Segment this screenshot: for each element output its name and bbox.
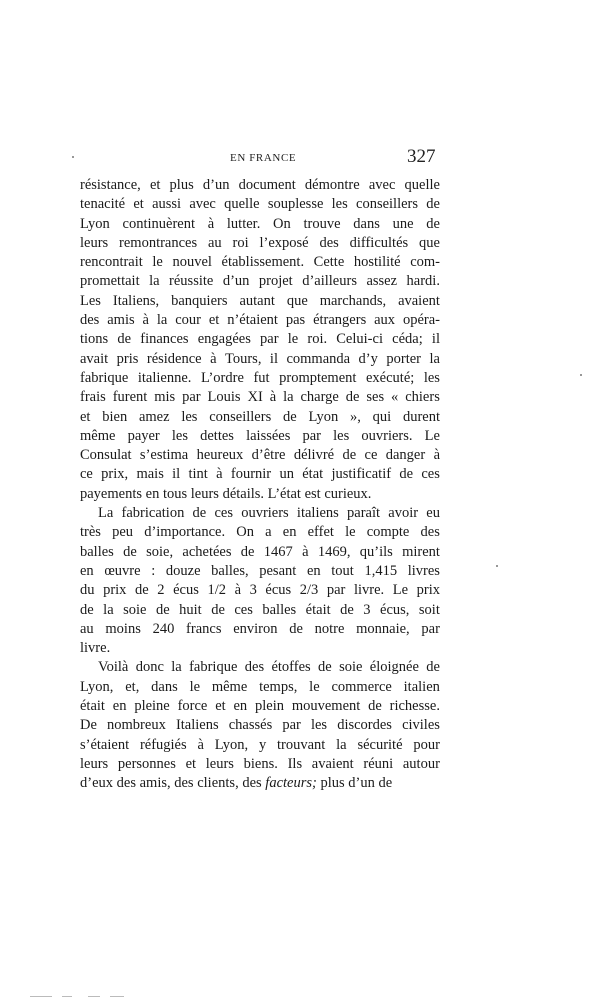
text-line: ce prix, mais il tint à fournir un état justificatif de ces (80, 466, 440, 483)
scan-speck (496, 565, 498, 567)
scan-edge-mark (30, 996, 52, 997)
text-line: Lyon, et, dans le même temps, le commerce italien (80, 678, 440, 695)
text-line: très peu d’importance. On a en effet le compte des (80, 524, 440, 541)
text-line: payements en tous leurs détails. L’état est curieux. (80, 485, 372, 502)
scan-edge-mark (110, 996, 124, 997)
text-line: frais furent mis par Louis XI à la charge de ses « chiers (80, 389, 440, 406)
scan-edge-mark (62, 996, 72, 997)
scan-edge-mark (88, 996, 100, 997)
text-line: balles de soie, achetées de 1467 à 1469, qu’ils mirent (80, 543, 440, 560)
text-line: rencontrait le nouvel établissement. Cette hostilité com- (80, 254, 440, 271)
text-line: Consulat s’estima heureux d’être délivré de ce danger à (80, 447, 440, 464)
text-line: Voilà donc la fabrique des étoffes de soie éloignée de (98, 659, 440, 676)
scan-speck (72, 156, 74, 158)
text-line: d’eux des amis, des clients, des facteurs; plus d’un de (80, 775, 393, 792)
text-line: promettait la réussite d’un projet d’ailleurs assez hardi. (80, 273, 440, 290)
text-line: du prix de 2 écus 1/2 à 3 écus 2/3 par livre. Le prix (80, 582, 440, 599)
text-line: tions de finances engagées par le roi. Celui-ci céda; il (80, 331, 440, 348)
body-text (80, 176, 440, 794)
text-line: Lyon continuèrent à lutter. On trouve dans une de (80, 215, 440, 232)
text-line: La fabrication de ces ouvriers italiens paraît avoir eu (98, 505, 440, 522)
text-line: et bien amez les conseillers de Lyon », qui durent (80, 408, 440, 425)
text-line: s’étaient réfugiés à Lyon, y trouvant la sécurité pour (80, 736, 440, 753)
text-line: en œuvre : douze balles, pesant en tout 1,415 livres (80, 562, 440, 579)
text-line: résistance, et plus d’un document démontre avec quelle (80, 177, 440, 193)
text-line: leurs remontrances au roi l’exposé des difficultés que (80, 234, 440, 251)
text-line: De nombreux Italiens chassés par les discordes civiles (80, 717, 440, 734)
text-line: fabrique italienne. L’ordre fut promptement exécuté; les (80, 369, 440, 386)
scan-speck (580, 374, 582, 376)
text-line: au moins 240 francs environ de notre monnaie, par (80, 620, 440, 637)
text-line: des amis à la cour et n’étaient pas étrangers aux opéra- (80, 312, 440, 329)
running-head: EN FRANCE (230, 152, 297, 164)
text-line: même payer les dettes laissées par les ouvriers. Le (80, 427, 440, 444)
page-number: 327 (407, 146, 436, 167)
text-line: leurs personnes et leurs biens. Ils avaient réuni autour (80, 755, 440, 772)
text-line: Les Italiens, banquiers autant que marchands, avaient (80, 292, 440, 309)
text-line: était en pleine force et en plein mouvement de richesse. (80, 698, 440, 715)
text-line: avait pris résidence à Tours, il commanda d’y porter la (80, 350, 440, 367)
text-line: tenacité et aussi avec quelle souplesse les conseillers de (80, 196, 440, 213)
text-line: livre. (80, 640, 111, 657)
text-line: de la soie de huit de ces balles était de 3 écus, soit (80, 601, 440, 618)
